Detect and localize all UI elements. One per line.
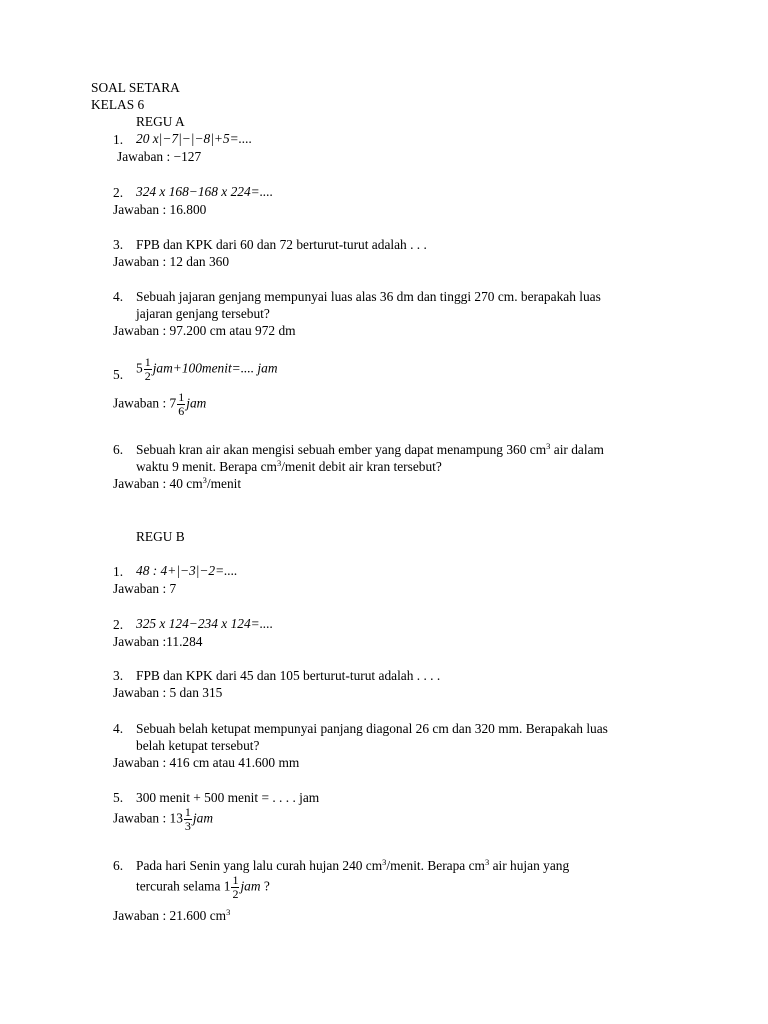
regu-b-q6-line2-num: 1: [232, 873, 239, 887]
regu-b-q6-line1-a: Pada hari Senin yang lalu curah hujan 240 cm: [136, 858, 383, 873]
regu-b-q6-answer: [113, 907, 230, 924]
regu-a-q6-line1-sup: 3: [546, 441, 551, 451]
regu-b-q6-text-line1: [136, 857, 569, 874]
regu-b-q6-answer-sup: 3: [226, 907, 231, 917]
regu-a-q5-whole: 5: [136, 360, 143, 376]
regu-a-q5-answer-whole: 7: [169, 395, 177, 411]
regu-a-q4-answer: Jawaban : 97.200 cm atau 972 dm: [113, 323, 296, 338]
regu-a-q2-answer: Jawaban : 16.800: [113, 202, 207, 217]
regu-b-q4-number: 4.: [113, 721, 124, 736]
regu-b-q6-line1-b: /menit. Berapa cm: [386, 858, 485, 873]
regu-b-q6-line1-sup1: 3: [382, 857, 387, 867]
regu-a-q5-number: 5.: [113, 367, 124, 382]
regu-a-q6-answer-b: /menit: [206, 476, 242, 491]
regu-a-q5-answer-unit: jam: [186, 395, 207, 411]
regu-a-q1-expression: 20 x|−7|−|−8|+5=....: [136, 131, 253, 146]
regu-b-q5-answer-den: 3: [184, 819, 191, 833]
regu-b-q2-answer: Jawaban :11.284: [113, 634, 203, 649]
regu-a-q3-text: FPB dan KPK dari 60 dan 72 berturut-turut adalah . . .: [136, 237, 427, 252]
regu-b-q5-answer-label: Jawaban :: [113, 810, 167, 826]
regu-b-q4-text-line2: belah ketupat tersebut?: [136, 738, 260, 753]
regu-a-q4-number: 4.: [113, 289, 124, 304]
regu-b-q6-line2-a: tercurah selama: [136, 878, 221, 894]
regu-a-q6-line2-a: waktu 9 menit. Berapa cm: [136, 459, 277, 474]
regu-a-heading: REGU A: [136, 114, 185, 129]
regu-b-q3-number: 3.: [113, 668, 124, 683]
regu-b-q5-number: 5.: [113, 790, 124, 805]
regu-a-q1-number: 1.: [113, 132, 124, 147]
regu-a-q3-number: 3.: [113, 237, 124, 252]
regu-a-q5-expression: [136, 356, 278, 383]
regu-b-q6-answer-a: Jawaban : 21.600 cm: [113, 908, 227, 923]
regu-a-q6-text-line2: [136, 458, 442, 475]
regu-b-q5-answer-num: 1: [184, 805, 191, 819]
regu-a-q4-text-line2: jajaran genjang tersebut?: [136, 306, 270, 321]
regu-b-q2-expression: 325 x 124−234 x 124=....: [136, 616, 274, 631]
class-label: KELAS 6: [91, 97, 145, 112]
regu-a-q5-answer-fraction: [177, 391, 185, 418]
regu-b-q3-answer: Jawaban : 5 dan 315: [113, 685, 223, 700]
regu-a-q5-answer-num: 1: [178, 390, 185, 404]
regu-a-q6-number: 6.: [113, 442, 124, 457]
regu-b-q2-number: 2.: [113, 617, 124, 632]
regu-a-q6-line2-sup: 3: [276, 458, 282, 468]
document-title: SOAL SETARA: [91, 80, 180, 95]
regu-b-q5-text: 300 menit + 500 menit = . . . . jam: [136, 790, 320, 805]
regu-a-q6-line2-b: /menit debit air kran tersebut?: [281, 459, 442, 474]
regu-a-q5-frac-den: 2: [144, 369, 151, 383]
regu-b-q6-line2-whole: 1: [223, 878, 231, 894]
regu-b-q5-answer: [113, 806, 213, 833]
regu-a-q5-answer: [113, 391, 206, 418]
regu-a-q2-expression: 324 x 168−168 x 224=....: [136, 184, 274, 199]
regu-a-q4-text-line1: Sebuah jajaran genjang mempunyai luas alas 36 dm dan tinggi 270 cm. berapakah luas: [136, 289, 601, 304]
regu-a-q5-rest: jam+100menit=.... jam: [152, 360, 278, 376]
regu-a-q6-line1-b: air dalam: [550, 442, 604, 457]
regu-a-q6-answer-sup: 3: [202, 475, 207, 485]
regu-a-q6-line1-a: Sebuah kran air akan mengisi sebuah ember yang dapat menampung 360 cm: [136, 442, 547, 457]
regu-a-q5-fraction: [144, 356, 152, 383]
regu-a-q5-frac-num: 1: [144, 355, 151, 369]
regu-b-q6-line2-den: 2: [232, 887, 239, 901]
regu-a-q6-answer: [113, 475, 241, 492]
regu-b-q1-answer: Jawaban : 7: [113, 581, 177, 596]
regu-a-q5-answer-den: 6: [178, 404, 185, 418]
regu-b-q5-answer-fraction: [184, 806, 192, 833]
regu-b-q6-line1-c: air hujan yang: [489, 858, 570, 873]
regu-b-q6-line2-unit: jam: [240, 878, 261, 894]
regu-b-heading: REGU B: [136, 529, 185, 544]
regu-b-q5-answer-whole: 13: [169, 810, 183, 826]
regu-a-q5-answer-label: Jawaban :: [113, 395, 167, 411]
regu-b-q6-number: 6.: [113, 858, 124, 873]
regu-a-q2-number: 2.: [113, 185, 124, 200]
regu-b-q3-text: FPB dan KPK dari 45 dan 105 berturut-turut adalah . . . .: [136, 668, 441, 683]
regu-b-q5-answer-unit: jam: [192, 810, 214, 826]
regu-a-q6-text-line1: [136, 441, 604, 458]
regu-b-q4-text-line1: Sebuah belah ketupat mempunyai panjang diagonal 26 cm dan 320 mm. Berapakah luas: [136, 721, 608, 736]
regu-a-q1-answer: Jawaban : −127: [117, 149, 202, 164]
regu-b-q4-answer: Jawaban : 416 cm atau 41.600 mm: [113, 755, 300, 770]
regu-a-q6-answer-a: Jawaban : 40 cm: [113, 476, 203, 491]
regu-b-q6-line2-end: ?: [263, 878, 270, 894]
regu-a-q3-answer: Jawaban : 12 dan 360: [113, 254, 230, 269]
regu-b-q1-expression: 48 : 4+|−3|−2=....: [136, 563, 238, 578]
regu-b-q1-number: 1.: [113, 564, 124, 579]
regu-b-q6-line1-sup2: 3: [484, 857, 490, 867]
regu-b-q6-text-line2: [136, 874, 270, 901]
regu-b-q6-line2-fraction: [231, 874, 239, 901]
